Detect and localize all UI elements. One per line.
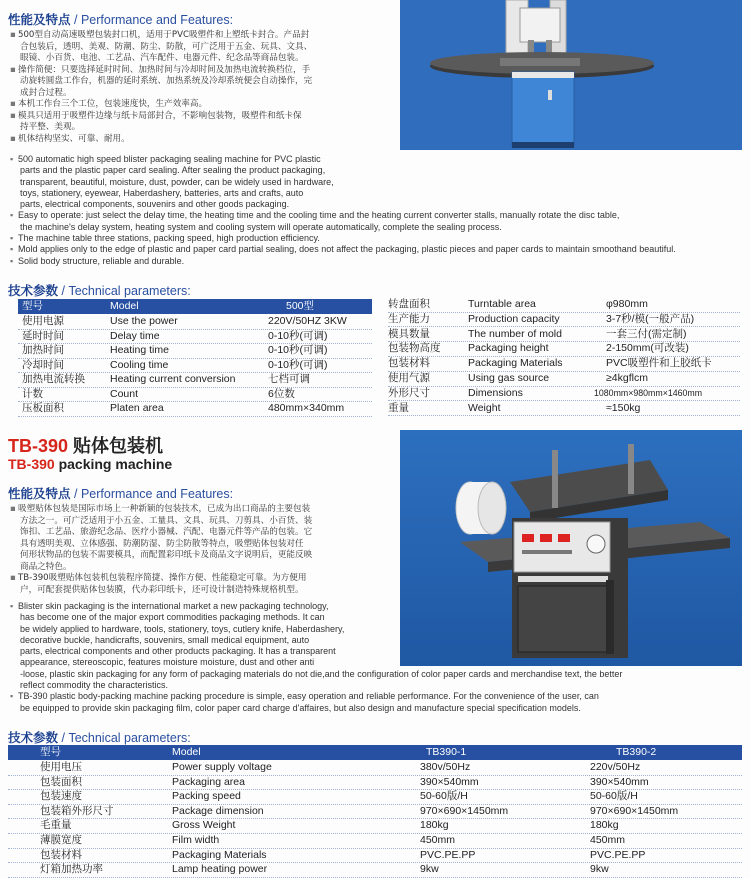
description-text: TB-390吸塑贴体包装机包装程序简捷、操作方便、性能稳定可靠。为方便用 bbox=[18, 573, 307, 583]
description-text: the machine's delay system, heating system and cooling system will operate automatically, complete the sealing process. bbox=[20, 221, 502, 232]
section2-spec-table bbox=[8, 745, 742, 876]
description-text: 合包装后，透明、美观、防潮、防尘、防散，可广泛用于五金、玩具、文具、 bbox=[20, 41, 313, 52]
table-cell: Heating current conversion bbox=[110, 373, 236, 385]
description-text: 本机工作台三个工位，包装速度快，生产效率高。 bbox=[18, 99, 208, 109]
description-text: 具有透明美观、立体感强、防潮防湿、防尘防散等特点，吸塑贴体包装对任 bbox=[20, 538, 304, 549]
table-cell: Cooling time bbox=[110, 358, 169, 371]
section2-tech-title: 技术参数 / Technical parameters: bbox=[8, 731, 191, 745]
table-cell: 380v/50Hz bbox=[420, 761, 471, 773]
description-text: toys, stationery, eyewear, Haberdashery, batteries, arts and crafts, auto bbox=[20, 187, 304, 198]
description-text: 动旋转圆盘工作台，机器的延时系统、加热系统及冷却系统便会自动操作，完 bbox=[20, 76, 313, 86]
tb390-model-title-cn: TB-390 贴体包装机 bbox=[8, 436, 164, 456]
description-text: -loose, plastic skin packaging for any form of packaging materials do not die,and the configuration of color paper cards and merchandise text, the better bbox=[20, 668, 623, 679]
table-cell: 一套三付(需定制) bbox=[606, 327, 687, 340]
table-cell: PVC吸塑件和上胶纸卡 bbox=[606, 357, 712, 370]
bullet-icon: ▪ bbox=[10, 110, 16, 121]
bullet-icon: ▪ bbox=[10, 573, 16, 583]
description-line bbox=[10, 585, 395, 597]
table-row bbox=[388, 297, 740, 313]
description-line bbox=[10, 703, 745, 714]
section1-cn-description bbox=[10, 30, 390, 145]
tb390-model-title-en: TB-390 packing machine bbox=[8, 456, 173, 472]
table-cell: 180kg bbox=[590, 819, 619, 832]
left-table-header: 型号 Model 500型 bbox=[18, 299, 372, 314]
bullet-icon: ▪ bbox=[10, 64, 16, 75]
table-cell: ≥4kgflcm bbox=[606, 372, 648, 384]
table-cell: Packaging Materials bbox=[172, 848, 267, 861]
table-cell: 加热时间 bbox=[22, 344, 64, 356]
table-row bbox=[8, 848, 742, 864]
bullet-icon: ▪ bbox=[10, 691, 14, 702]
description-line bbox=[10, 550, 395, 562]
description-text: 方法之一。可广泛适用于小五金、工量具、文具、玩具、刀剪具、小百货、装 bbox=[20, 515, 313, 526]
bullet-icon: ▪ bbox=[10, 154, 14, 164]
table-row bbox=[388, 312, 740, 328]
bullet-icon: ▪ bbox=[10, 504, 16, 514]
table-cell: Packaging height bbox=[468, 342, 549, 355]
table-cell: 970×690×1450mm bbox=[590, 804, 679, 817]
bullet-icon: ▪ bbox=[10, 233, 14, 244]
table-cell: 9kw bbox=[420, 863, 439, 876]
table-row bbox=[8, 818, 742, 834]
table-cell: Count bbox=[110, 387, 139, 400]
description-text: 吸塑贴体包装是国际市场上一种新颖的包装技术，已成为出口商品的主要包装 bbox=[18, 504, 311, 514]
skin-packing-machine-photo bbox=[400, 430, 742, 666]
table-cell: PVC.PE.PP bbox=[590, 848, 646, 861]
table-cell: 包装速度 bbox=[40, 790, 82, 803]
section1-feature-title: 性能及特点 / Performance and Features: bbox=[8, 13, 234, 27]
bullet-icon: ▪ bbox=[10, 255, 14, 266]
table-cell: 3-7秒/模(一般产品) bbox=[606, 312, 695, 325]
table-cell: 970×690×1450mm bbox=[420, 804, 509, 817]
description-line bbox=[10, 111, 390, 123]
description-text: appearance, stereoscopic, features moisture moisture, dust and other anti bbox=[20, 657, 315, 668]
table-row bbox=[18, 387, 372, 403]
table-cell: 灯箱加热功率 bbox=[40, 863, 103, 876]
table-cell: The number of mold bbox=[468, 327, 562, 340]
table-cell: 包装面积 bbox=[40, 775, 82, 788]
description-text: 机体结构坚实、可靠、耐用。 bbox=[18, 133, 130, 144]
table-cell: 模具数量 bbox=[388, 327, 430, 340]
description-text: 持平整、美观。 bbox=[20, 122, 81, 132]
table-cell: Film width bbox=[172, 834, 220, 846]
description-text: 500 automatic high speed blister packaging sealing machine for PVC plastic bbox=[18, 154, 321, 164]
table-cell: 包装材料 bbox=[40, 848, 82, 861]
description-line bbox=[10, 122, 390, 134]
table-cell: 2-150mm(可改装) bbox=[606, 342, 689, 355]
table-cell: φ980mm bbox=[606, 298, 648, 310]
description-line bbox=[10, 30, 390, 42]
description-line bbox=[10, 134, 390, 146]
description-line bbox=[10, 210, 745, 221]
description-text: parts, electrical components, souvenirs and other goods packaging. bbox=[20, 199, 290, 210]
table-cell: 重量 bbox=[388, 401, 409, 414]
table-row bbox=[388, 401, 740, 417]
section1-tech-title: 技术参数 / Technical parameters: bbox=[8, 284, 191, 298]
bullet-icon: ▪ bbox=[10, 210, 14, 221]
table-cell: Power supply voltage bbox=[172, 761, 272, 773]
table-row bbox=[8, 862, 742, 878]
tb390-table-header: 型号 Model TB390-1 TB390-2 bbox=[8, 745, 742, 760]
section1-en-description bbox=[10, 154, 745, 267]
table-cell: Packing speed bbox=[172, 790, 241, 803]
description-line bbox=[10, 42, 390, 54]
description-line bbox=[10, 691, 745, 702]
description-line bbox=[10, 177, 745, 188]
table-cell: 薄膜宽度 bbox=[40, 834, 82, 846]
table-cell: 生产能力 bbox=[388, 312, 430, 325]
section1-right-spec-table bbox=[388, 297, 740, 415]
table-cell: 0-10秒(可调) bbox=[268, 329, 328, 342]
section1-left-spec-table bbox=[18, 299, 372, 417]
table-row bbox=[388, 386, 740, 402]
table-cell: 220V/50HZ 3KW bbox=[268, 315, 347, 327]
table-row bbox=[18, 343, 372, 359]
bullet-icon: ▪ bbox=[10, 30, 16, 40]
table-cell: 包装物高度 bbox=[388, 342, 441, 355]
table-cell: 毛重量 bbox=[40, 819, 72, 832]
table-cell: 50-60版/H bbox=[590, 790, 638, 803]
description-text: Solid body structure, reliable and durable. bbox=[18, 255, 185, 266]
table-cell: 9kw bbox=[590, 863, 609, 876]
description-text: 饰扣、工艺品、旅游纪念品、医疗小器械、汽配、电器元件等产品的包装。它 bbox=[20, 527, 313, 537]
description-line bbox=[10, 527, 395, 539]
table-cell: 390×540mm bbox=[420, 775, 479, 788]
table-cell: ≈150kg bbox=[606, 401, 641, 414]
description-line bbox=[10, 76, 390, 88]
description-text: Easy to operate: just select the delay time, the heating time and the cooling time and the heating current converter stalls, manually rotate the disc table, bbox=[18, 210, 620, 221]
description-line bbox=[10, 504, 395, 516]
table-cell: 0-10秒(可调) bbox=[268, 344, 328, 356]
table-cell: Packaging Materials bbox=[468, 357, 563, 370]
description-line bbox=[10, 256, 745, 267]
description-line bbox=[10, 88, 390, 100]
sealing-machine-photo bbox=[400, 0, 742, 150]
table-cell: 480mm×340mm bbox=[268, 402, 345, 414]
description-text: Blister skin packaging is the international market a new packaging technology, bbox=[18, 601, 329, 611]
bullet-icon: ▪ bbox=[10, 133, 16, 144]
description-line bbox=[10, 244, 745, 255]
table-cell: 转盘面积 bbox=[388, 298, 430, 310]
table-row bbox=[388, 371, 740, 387]
table-cell: Weight bbox=[468, 401, 501, 414]
table-row bbox=[8, 804, 742, 820]
description-text: reflect commodity the characteristics. bbox=[20, 680, 169, 691]
description-text: parts and the plastic paper card sealing. After sealing the product packaging, bbox=[20, 165, 326, 176]
description-line bbox=[10, 154, 745, 165]
description-line bbox=[10, 539, 395, 551]
table-cell: Delay time bbox=[110, 329, 160, 342]
table-row bbox=[18, 314, 372, 330]
description-text: 何形状物品的包装不需要模具，而配置彩印纸卡及商品文字说明后，更能反映 bbox=[20, 550, 313, 560]
table-row bbox=[18, 358, 372, 374]
table-row bbox=[388, 356, 740, 372]
table-cell: Platen area bbox=[110, 402, 164, 414]
description-text: transparent, beautiful, moisture, dust, powder, can be widely used in hardware, bbox=[20, 176, 334, 187]
description-text: be equipped to provide skin packaging film, color paper card charge d'affaires, but also design and manufacture special specification models. bbox=[20, 702, 581, 713]
table-cell: Packaging area bbox=[172, 775, 245, 788]
table-cell: 延时时间 bbox=[22, 329, 64, 342]
table-cell: 390×540mm bbox=[590, 775, 649, 788]
table-cell: 七档可调 bbox=[268, 373, 310, 385]
table-cell: 包装箱外形尺寸 bbox=[40, 804, 114, 817]
description-line bbox=[10, 53, 390, 65]
table-cell: Heating time bbox=[110, 344, 169, 356]
table-cell: 加热电流转换 bbox=[22, 373, 85, 385]
table-row bbox=[388, 341, 740, 357]
table-row bbox=[18, 372, 372, 388]
description-text: parts, electrical components and other products packaging. It has a transparent bbox=[20, 646, 336, 657]
skin-packing-machine-illustration bbox=[400, 430, 742, 666]
table-row bbox=[8, 789, 742, 805]
table-cell: Production capacity bbox=[468, 312, 560, 325]
description-line bbox=[10, 199, 745, 210]
table-row bbox=[8, 833, 742, 849]
table-cell: PVC.PE.PP bbox=[420, 848, 476, 861]
description-line bbox=[10, 573, 395, 585]
description-line bbox=[10, 516, 395, 528]
description-text: 500型自动高速吸塑包装封口机，适用于PVC吸塑件和上塑纸卡封合。产品封 bbox=[18, 30, 310, 40]
table-cell: 50-60版/H bbox=[420, 790, 468, 803]
table-cell: 使用电压 bbox=[40, 761, 82, 773]
table-cell: 使用气源 bbox=[388, 372, 430, 384]
description-text: decorative buckle, handicrafts, souvenirs, small medical equipment, auto bbox=[20, 634, 310, 645]
table-cell: 180kg bbox=[420, 819, 449, 832]
table-cell: Using gas source bbox=[468, 372, 550, 384]
description-text: Mold applies only to the edge of plastic and paper card partial sealing, does not affect the packaging, plastic pieces and paper cards to maintain smoothand beautiful. bbox=[18, 244, 676, 255]
description-line bbox=[10, 222, 745, 233]
bullet-icon: ▪ bbox=[10, 99, 16, 109]
bullet-icon: ▪ bbox=[10, 244, 14, 255]
description-text: 眼镜、小百货、电池、工艺品、汽车配件、电器元件、纪念品等商品包装。 bbox=[20, 53, 304, 63]
description-line bbox=[10, 65, 390, 77]
description-text: 商品之特色。 bbox=[20, 561, 72, 572]
description-text: 成封合过程。 bbox=[20, 87, 72, 98]
table-row bbox=[18, 329, 372, 345]
description-line bbox=[10, 562, 395, 574]
description-line bbox=[10, 188, 745, 199]
description-text: The machine table three stations, packing speed, high production efficiency. bbox=[18, 233, 320, 244]
description-text: be widely applied to hardware, tools, stationery, toys, cutlery knife, Haberdashery, bbox=[20, 623, 345, 634]
table-cell: Package dimension bbox=[172, 804, 264, 817]
table-cell: 1080mm×980mm×1460mm bbox=[594, 387, 703, 398]
sealing-machine-illustration bbox=[400, 0, 742, 150]
table-cell: 0-10秒(可调) bbox=[268, 358, 328, 371]
description-text: 模具只适用于吸塑件边缘与纸卡局部封合，不影响包装物，吸塑件和纸卡保 bbox=[18, 110, 302, 121]
table-cell: 外形尺寸 bbox=[388, 386, 430, 399]
table-row bbox=[18, 401, 372, 417]
table-cell: Dimensions bbox=[468, 386, 523, 399]
table-cell: 包装材料 bbox=[388, 357, 430, 370]
description-text: 操作简便：只要选择延时时间、加热时间与冷却时间及加热电流转换档位，手 bbox=[18, 64, 311, 75]
table-cell: Use the power bbox=[110, 315, 178, 327]
table-cell: 压板面积 bbox=[22, 402, 64, 414]
description-line bbox=[10, 165, 745, 176]
bullet-icon: ▪ bbox=[10, 601, 14, 611]
description-text: 户，可配套提供贴体包装膜，代办彩印纸卡，还可设计制造特殊规格机型。 bbox=[20, 584, 304, 595]
table-cell: 计数 bbox=[22, 387, 43, 400]
table-cell: 6位数 bbox=[268, 387, 295, 400]
description-line bbox=[10, 680, 745, 691]
section2-cn-description bbox=[10, 504, 395, 596]
table-cell: 使用电源 bbox=[22, 315, 64, 327]
table-cell: 冷却时间 bbox=[22, 358, 64, 371]
table-cell: 220v/50Hz bbox=[590, 761, 641, 773]
table-cell: Gross Weight bbox=[172, 819, 236, 832]
table-cell: Turntable area bbox=[468, 298, 536, 310]
description-line bbox=[10, 233, 745, 244]
table-cell: 450mm bbox=[590, 834, 626, 846]
table-row bbox=[388, 327, 740, 343]
table-row bbox=[8, 760, 742, 776]
description-text: has become one of the major export commodities packaging methods. It can bbox=[20, 612, 325, 623]
description-line bbox=[10, 669, 745, 680]
section2-feature-title: 性能及特点 / Performance and Features: bbox=[8, 487, 234, 501]
table-cell: Lamp heating power bbox=[172, 863, 268, 876]
table-row bbox=[8, 775, 742, 791]
table-cell: 450mm bbox=[420, 834, 456, 846]
description-text: TB-390 plastic body-packing machine packing procedure is simple, easy operation and reliable performance. For the convenience of the user, can bbox=[18, 691, 599, 702]
description-line bbox=[10, 99, 390, 111]
